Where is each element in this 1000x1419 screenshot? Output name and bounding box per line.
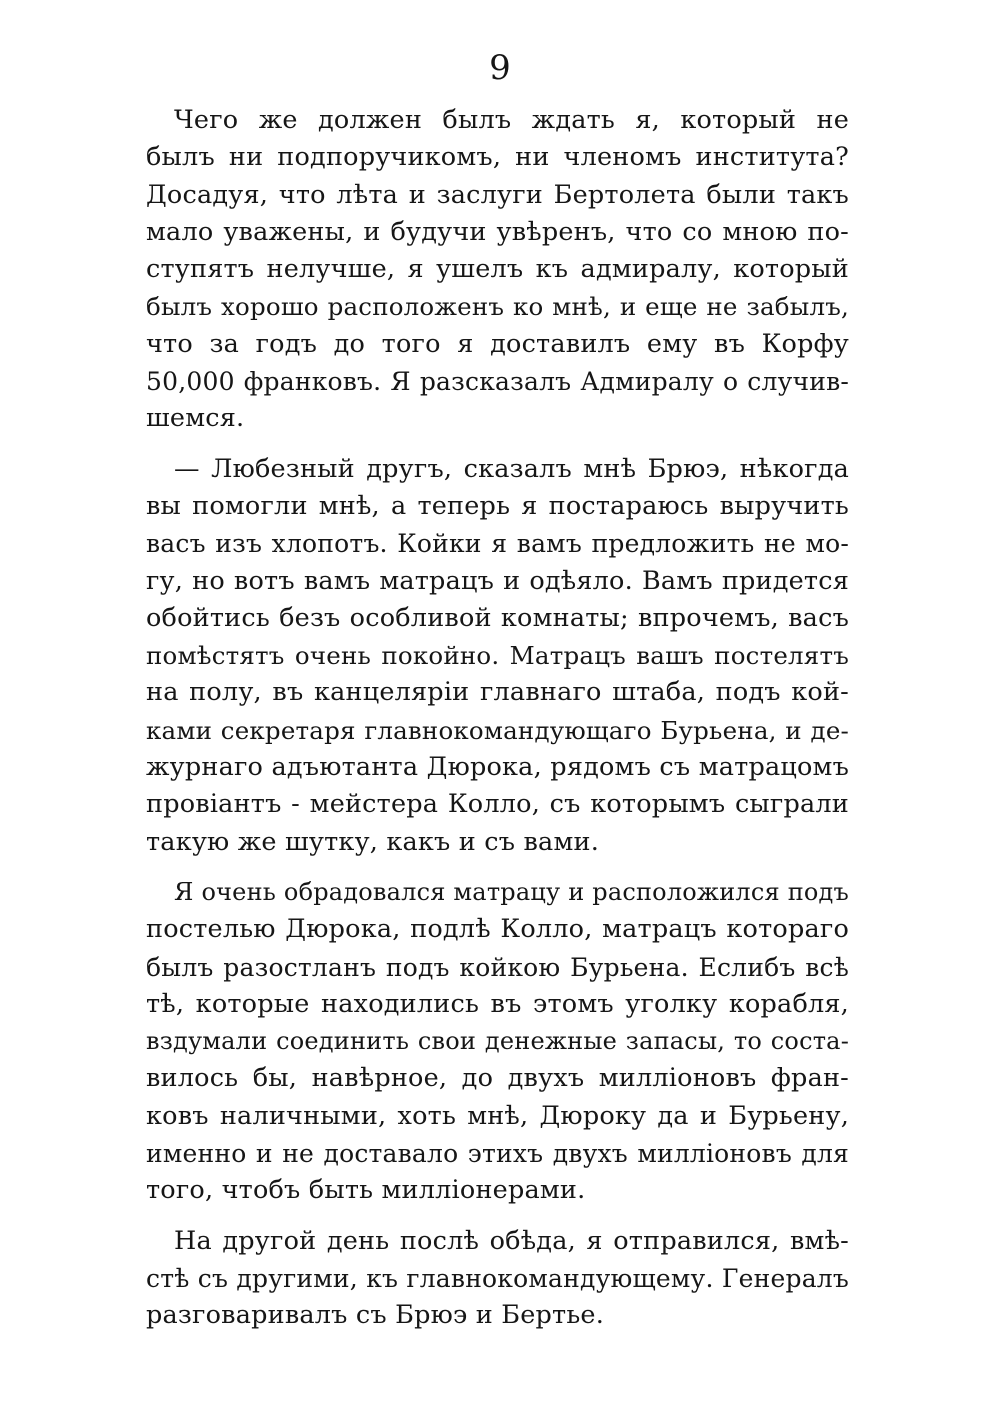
text-line: былъ хорошо расположенъ ко мнѣ, и еще не забылъ, (146, 292, 849, 322)
text-line: на полу, въ канцеляріи главнаго штаба, подъ кой- (146, 677, 849, 708)
text-line: ковъ наличными, хоть мнѣ, Дюроку да и Бурьену, (146, 1100, 849, 1131)
text-line: вздумали соединить свои денежные запасы, то соста- (146, 1027, 849, 1056)
text-line: журнаго адъютанта Дюрока, рядомъ съ матрацомъ (146, 752, 849, 783)
text-line: вы помогли мнѣ, а теперь я постараюсь выручить (146, 490, 849, 521)
text-line: 50,000 франковъ. Я разсказалъ Адмиралу о случив- (146, 367, 849, 397)
paragraph (146, 102, 849, 438)
text-line: былъ разостланъ подъ койкою Бурьена. Еслибъ всѣ (146, 952, 849, 982)
paragraph (146, 1223, 849, 1335)
text-line: помѣстятъ очень покойно. Матрацъ вашъ постелятъ (146, 641, 849, 671)
text-line: что за годъ до того я доставилъ ему въ Корфу (146, 328, 849, 359)
text-line: того, чтобъ быть милліонерами. (146, 1175, 586, 1206)
text-line: гу, но вотъ вамъ матрацъ и одѣяло. Вамъ придется (146, 565, 849, 596)
text-line: именно и не доставало этихъ двухъ милліоновъ для (146, 1139, 849, 1169)
text-line: постелью Дюрока, подлѣ Колло, матрацъ котораго (146, 914, 849, 945)
paragraph (146, 451, 849, 861)
text-line: васъ изъ хлопотъ. Койки я вамъ предложить не мо- (146, 529, 849, 559)
page-number: 9 (489, 48, 511, 88)
text-line: провіантъ - мейстера Колло, съ которымъ сыграли (146, 789, 849, 820)
text-line: ступятъ нелучше, я ушелъ къ адмиралу, который (146, 254, 849, 285)
text-line: стѣ съ другими, къ главнокомандующему. Генералъ (146, 1263, 849, 1293)
text-line: На другой день послѣ обѣда, я отправился, вмѣ- (174, 1225, 849, 1256)
text-line: — Любезный другъ, сказалъ мнѣ Брюэ, нѣкогда (174, 453, 849, 484)
text-line: ками секретаря главнокомандующаго Бурьена, и де- (146, 715, 849, 745)
text-line: разговаривалъ съ Брюэ и Бертье. (146, 1300, 605, 1331)
text-line: Чего же должен былъ ждать я, который не (174, 105, 849, 135)
paragraph (146, 874, 849, 1210)
page-body (146, 102, 849, 1348)
text-line: такую же шутку, какъ и съ вами. (146, 826, 599, 857)
text-line: былъ ни подпоручикомъ, ни членомъ института? (146, 142, 849, 173)
text-line: вилось бы, навѣрное, до двухъ милліоновъ фран- (146, 1063, 849, 1094)
text-line: мало уважены, и будучи увѣренъ, что со мною по- (146, 216, 849, 247)
text-line: обойтись безъ особливой комнаты; впрочемъ, васъ (146, 602, 849, 633)
text-line: Досадуя, что лѣта и заслуги Бертолета были такъ (146, 179, 849, 210)
text-line: шемся. (146, 403, 245, 434)
text-line: Я очень обрадовался матрацу и расположился подъ (174, 877, 849, 906)
text-line: тѣ, которые находились въ этомъ уголку корабля, (146, 988, 849, 1019)
